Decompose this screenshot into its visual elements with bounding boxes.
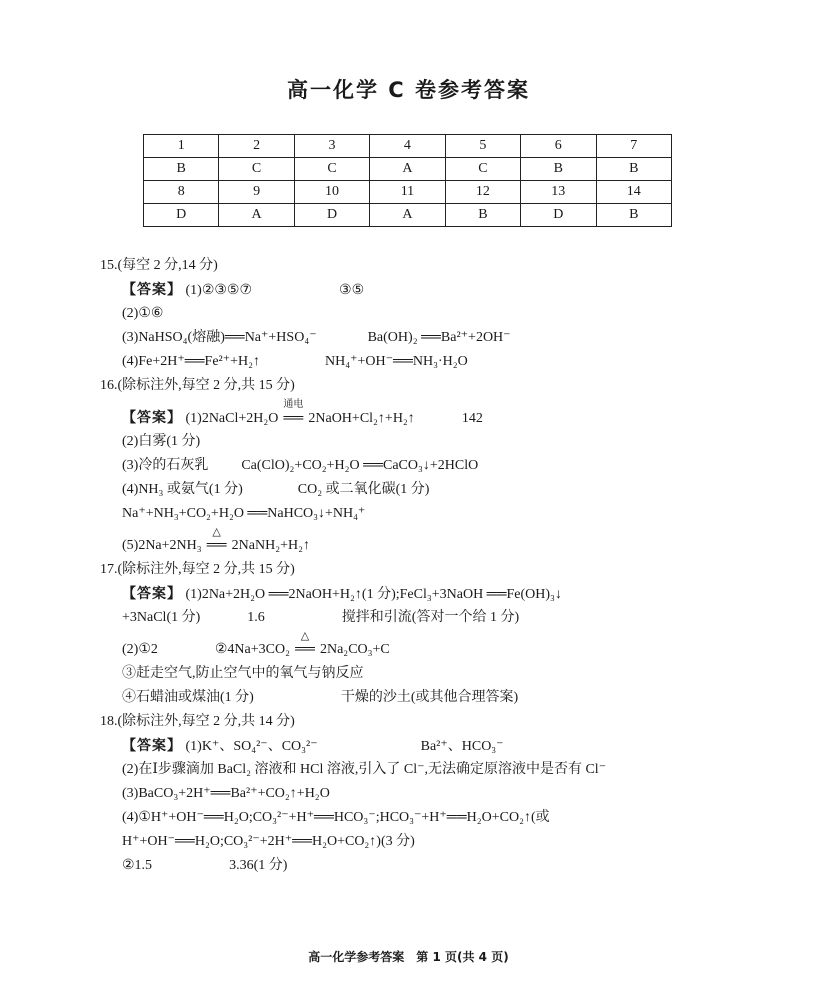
table-cell: 12 (445, 181, 520, 204)
q17-a1e: 搅拌和引流(答对一个给 1 分) (341, 610, 520, 625)
table-cell: A (370, 158, 445, 181)
q17-a1: (1)2Na+2H₂O ══2NaOH+H₂↑(1 分);FeCl₃+3NaOH ══Fe(OH)₃↓ (185, 587, 562, 602)
q17-a4: ④石蜡油或煤油(1 分) (122, 690, 254, 705)
table-cell: 1 (144, 135, 219, 158)
q17-a2b-reactants: ②4Na+3CO₂ (214, 642, 290, 657)
q16-answer-3 (122, 456, 478, 476)
q18-a1b: Ba²⁺、HCO₃⁻ (420, 739, 504, 754)
q17-a3: ③赶走空气,防止空气中的氧气与钠反应 (122, 666, 364, 681)
table-cell: 7 (596, 135, 671, 158)
table-row (144, 204, 672, 227)
q18-a3: (3)BaCO₃+2H⁺══Ba²⁺+CO₂↑+H₂O (122, 786, 330, 801)
table-cell: 9 (219, 181, 294, 204)
table-cell: C (445, 158, 520, 181)
answer-table (143, 134, 672, 227)
q16-answer-4 (122, 480, 429, 500)
q17-answer-2 (122, 630, 390, 660)
q17-header: 17.(除标注外,每空 2 分,共 15 分) (100, 562, 295, 577)
table-cell: B (596, 204, 671, 227)
table-cell: B (144, 158, 219, 181)
table-cell: A (370, 204, 445, 227)
q16-a4c: Na⁺+NH₃+CO₂+H₂O ══NaHCO₃↓+NH₄⁺ (122, 506, 366, 521)
table-row (144, 158, 672, 181)
page-footer: 高一化学参考答案 第 1 页(共 4 页) (308, 950, 509, 964)
page-title: 高一化学 C 卷参考答案 (286, 78, 531, 102)
table-cell: C (219, 158, 294, 181)
table-cell: 4 (370, 135, 445, 158)
q15-answer-1 (122, 280, 364, 301)
table-cell: 14 (596, 181, 671, 204)
table-cell: 3 (294, 135, 369, 158)
condition-text: △ (300, 630, 310, 642)
q15-a4: (4)Fe+2H⁺══Fe²⁺+H₂↑ (122, 354, 261, 369)
table-cell: D (294, 204, 369, 227)
q17-answer-4 (122, 688, 518, 708)
reaction-condition-arrow: 通电 ══ (278, 409, 308, 429)
q17-answer-1-cont (122, 608, 519, 628)
condition-text: 通电 (283, 399, 304, 410)
condition-text: △ (212, 526, 221, 538)
q15-header: 15.(每空 2 分,14 分) (100, 258, 218, 273)
q18-answer-5 (122, 856, 287, 876)
q16-a2: (2)白雾(1 分) (122, 434, 201, 449)
table-cell: 10 (294, 181, 369, 204)
table-cell: D (521, 204, 596, 227)
answer-label: 【答案】 (122, 586, 182, 602)
q16-answer-1 (122, 399, 483, 429)
q16-a3b: Ca(ClO)₂+CO₂+H₂O ══CaCO₃↓+2HClO (241, 458, 479, 473)
q17-a1d: 1.6 (247, 610, 265, 625)
q16-a5-reactants: (5)2Na+2NH₃ (122, 538, 202, 553)
q15-a3b: Ba(OH)₂ ══Ba²⁺+2OH⁻ (367, 330, 511, 345)
q17-a2: (2)①2 (122, 642, 158, 657)
q17-a1c: +3NaCl(1 分) (122, 610, 201, 625)
table-row (144, 135, 672, 158)
table-cell: D (144, 204, 219, 227)
q17-a2b-products: 2Na₂CO₃+C (319, 642, 390, 657)
answer-label: 【答案】 (122, 738, 182, 754)
table-cell: 5 (445, 135, 520, 158)
table-cell: 13 (521, 181, 596, 204)
q18-answer-1 (122, 736, 504, 757)
q18-a5b: 3.36(1 分) (229, 858, 288, 873)
q16-a3: (3)冷的石灰乳 (122, 458, 209, 473)
table-cell: B (596, 158, 671, 181)
q17-a4b: 干燥的沙土(或其他合理答案) (340, 690, 519, 705)
q16-header: 16.(除标注外,每空 2 分,共 15 分) (100, 378, 295, 393)
table-cell: 11 (370, 181, 445, 204)
q16-a1b: 142 (461, 411, 483, 426)
q15-a3: (3)NaHSO₄(熔融)══Na⁺+HSO₄⁻ (122, 330, 317, 345)
q18-header: 18.(除标注外,每空 2 分,共 14 分) (100, 714, 295, 729)
table-cell: 6 (521, 135, 596, 158)
q18-a2: (2)在Ⅰ步骤滴加 BaCl₂ 溶液和 HCl 溶液,引入了 Cl⁻,无法确定原溶液中是否有 Cl⁻ (122, 762, 607, 777)
q15-answer-3 (122, 328, 511, 348)
q16-a1-reactants: (1)2NaCl+2H₂O (185, 411, 279, 426)
q18-a4: (4)①H⁺+OH⁻══H₂O;CO₃²⁻+H⁺══HCO₃⁻;HCO₃⁻+H⁺══H₂O+CO₂↑(或 (122, 810, 550, 825)
q15-a1: (1)②③⑤⑦ (185, 283, 253, 298)
q15-answer-4 (122, 352, 468, 372)
reaction-condition-arrow: △ ══ (202, 536, 232, 556)
q16-a5-products: 2NaNH₂+H₂↑ (231, 538, 310, 553)
table-cell: 8 (144, 181, 219, 204)
q16-answer-5 (122, 526, 310, 556)
reaction-condition-arrow: △ ══ (290, 640, 320, 660)
table-cell: B (445, 204, 520, 227)
table-cell: A (219, 204, 294, 227)
q18-a1: (1)K⁺、SO₄²⁻、CO₃²⁻ (185, 739, 318, 754)
q16-a1-products: 2NaOH+Cl₂↑+H₂↑ (308, 411, 415, 426)
q15-a1b: ③⑤ (339, 283, 365, 298)
q16-a4b: CO₂ 或二氧化碳(1 分) (297, 482, 430, 497)
table-row (144, 181, 672, 204)
q18-a5: ②1.5 (122, 858, 153, 873)
answer-label: 【答案】 (122, 410, 182, 426)
q15-a2: (2)①⑥ (122, 306, 164, 321)
table-cell: 2 (219, 135, 294, 158)
q16-a4: (4)NH₃ 或氨气(1 分) (122, 482, 243, 497)
table-cell: C (294, 158, 369, 181)
q15-a4b: NH₄⁺+OH⁻══NH₃·H₂O (325, 354, 468, 369)
q17-answer-1 (122, 584, 562, 605)
table-cell: B (521, 158, 596, 181)
answer-label: 【答案】 (122, 282, 182, 298)
q18-a4b: H⁺+OH⁻══H₂O;CO₃²⁻+2H⁺══H₂O+CO₂↑)(3 分) (122, 834, 415, 849)
